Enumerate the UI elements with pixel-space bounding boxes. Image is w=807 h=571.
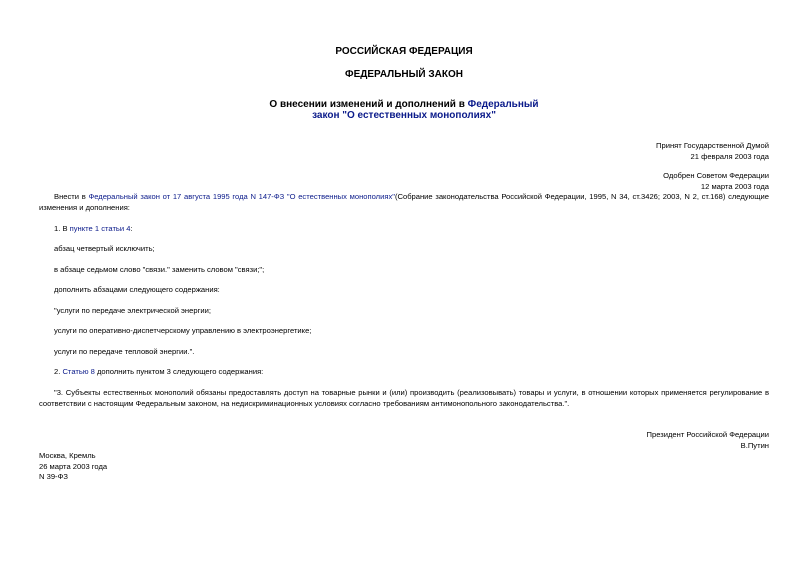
item1-suffix: : [130,224,133,233]
item1-line-6: услуги по передаче тепловой энергии.". [54,347,195,356]
item1-line-5: услуги по оперативно-диспетчерскому управлению в электроэнергетике; [54,326,312,335]
intro-paragraph [39,192,769,213]
intro-suffix: (Собрание законодательства Российской Федерации, 1995, N 34, ст.3426; 2003, N 2, ст.168) следующие изменения и дополнения: [39,192,769,212]
quoted-point3: "3. Субъекты естественных монополий обязаны предоставлять доступ на товарные рынки и (или) производить (реализовывать) товары и услуги, в отношении которых применяется регулирование в соответствии с настоящим Федеральным законом, на недискриминационных условиях согласно требованиям антимонопольного законодательства.". [39,388,769,408]
article8-link[interactable]: Статью 8 [62,367,95,376]
signature-name: В.Путин [740,441,769,450]
council-approval-label: Одобрен Советом Федерации [663,171,769,180]
document-page [39,0,769,571]
item1-line-4: "услуги по передаче электрической энергии; [54,306,211,315]
duma-adoption-date: 21 февраля 2003 года [690,152,769,161]
amended-law-link[interactable]: Федеральный закон от 17 августа 1995 года N 147-ФЗ "О естественных монополиях" [88,192,395,201]
signing-place: Москва, Кремль [39,451,96,460]
item2-prefix: 2. [54,367,63,376]
item2-header [54,367,263,377]
item2-suffix: дополнить пунктом 3 следующего содержания: [94,367,264,376]
duma-adoption-label: Принят Государственной Думой [656,141,769,150]
law-title-link-part2[interactable]: закон "О естественных монополиях" [312,110,496,121]
item1-line-1: абзац четвертый исключить; [54,244,155,253]
country-heading: РОССИЙСКАЯ ФЕДЕРАЦИЯ [335,46,473,57]
signature-position: Президент Российской Федерации [646,430,769,439]
law-title-link-part1[interactable]: Федеральный [467,99,539,110]
item1-header [54,224,133,234]
item1-line-3: дополнить абзацами следующего содержания: [54,285,220,294]
council-approval-date: 12 марта 2003 года [700,182,769,191]
intro-prefix: Внести в [54,192,89,201]
article4-point1-link[interactable]: пункте 1 статьи 4 [69,224,131,233]
item1-line-2: в абзаце седьмом слово "связи." заменить словом "связи;"; [54,265,265,274]
item1-prefix: 1. В [54,224,70,233]
law-title-line2 [39,110,769,122]
signing-date: 26 марта 2003 года [39,462,108,471]
doc-type-heading: ФЕДЕРАЛЬНЫЙ ЗАКОН [345,69,463,80]
law-number: N 39-ФЗ [39,472,68,481]
law-title-text: О внесении изменений и дополнений в [269,99,468,110]
